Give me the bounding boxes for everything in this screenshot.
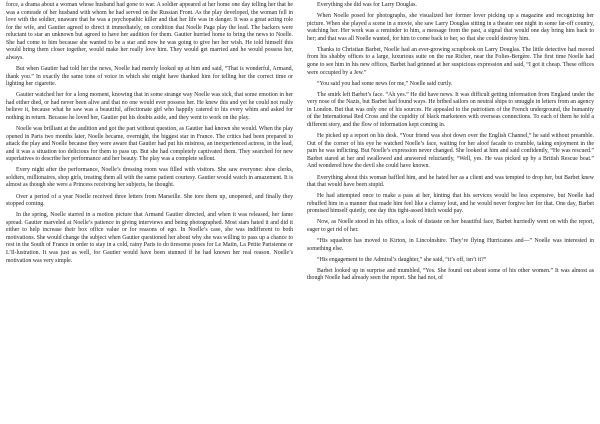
paragraph: “His engagement to the Admiral’s daughter,” she said, “it’s off, isn’t it?” (317, 256, 487, 263)
paragraph: In the spring, Noelle starred in a motion picture that Armand Gautier directed, and when it was released, her fame spread. Gautier marveled at Noelle’s patience in giving interviews and being photographed. Most stars hated it and did it either to help increase their box office value or for reasons of ego. In Noelle’s case, she was indifferent to both motivations. She would change the subject when Gautier questioned her about why she was willing to pass up a chance to rest in the South of France in order to stay in a cold, rainy Paris to do tiresome poses for Le Matin, La Petite Parisienne or L’Il-lustration. It was just as well, for Gautier would have been stunned if he had known her real reason. Noelle’s motivation was very simple. (6, 212, 293, 264)
paragraph: Every night after the performance, Noelle’s dressing room was filled with visitors. She saw everyone: shoe clerks, soldiers, millionaires, shop girls, treating them all with the same patient courtesy. Gautier would watch in amazement. It is almost as though she were a Princess receiving her subjects, he thought. (6, 167, 293, 189)
paragraph: “His squadron has moved to Kirton, in Lincolnshire. They’re flying Hurricanes and—” Noelle was interested in something else. (307, 238, 594, 252)
paragraph: Now, as Noelle stood in his office, a look of distaste on her beautiful face, Barbet hurriedly went on with the report, eager to get rid of her. (307, 219, 594, 233)
paragraph: But when Gautier had told her the news, Noelle had merely looked up at him and said, “That is wonderful, Armand, thank you.” In exactly the same tone of voice in which she might have thanked him for telling her the correct time or lighting her cigarette. (6, 65, 293, 88)
paragraph: The smirk left Barbet’s face. “Ah yes.” He did have news. It was difficult getting information from England under the very nose of the Nazis, but Barbet had found ways. He bribed sailors on neutral ships to smuggle in letters from an agency in London. But that was only one of his sources. He appealed to the patriotism of the French underground, the humanity of the International Red Cross and the cupidity of black marketeers with overseas connections. To each of them he told a different story, and the flow of information kept coming in. (307, 91, 594, 129)
paragraph: “You said you had some news for me,” Noelle said curtly. (317, 80, 453, 87)
paragraph: Thanks to Christian Barbet, Noelle had an ever-growing scrapbook on Larry Douglas. The little detective had moved from his shabby offices to a large, luxurious suite on the rue Richer, near the Folies-Bergère. The first time Noelle had gone to see him in his new offices, Barbet had grinned at her suspicious expression and said, “I got it cheap. These offices were occupied by a Jew.” (307, 46, 594, 76)
paragraph: Barbet looked up in surprise and mumbled, “Yes. She found out about some of his other women.” It was almost as though Noelle had already seen the report. She had not, of (307, 267, 594, 282)
paragraph: He picked up a report on his desk. “Your friend was shot down over the English Channel,” he said without preamble. Out of the corner of his eye he watched Noelle’s face, waiting for her aloof facade to crumble, taking enjoyment in the pain he was inflicting. But Noelle’s expression never changed. She looked at him and said confidently, “He was rescued.” Barbet stared at her and swallowed and answered reluctantly, “Well, yes. He was picked up by a British Rescue boat.” And wondered how the devil she could have known. (307, 133, 594, 170)
paragraph: He had attempted once to make a pass at her, hinting that his services would be less expensive, but Noelle had rebuffed him in a manner that made him feel like a clumsy lout, and he would never forgive her for that. One day, Barbet promised himself quietly, one day this tight-assed bitch would pay. (307, 193, 594, 215)
paragraph: Noelle was brilliant at the audition and got the part without question, as Gautier had known she would. When the play opened in Paris two months later, Noelle became, overnight, the biggest star in France. The critics had been prepared to attack the play and Noelle because they were aware that Gautier had put his mistress, an inexperienced actress, in the lead, and it was a situation too delicious for them to pass up. But she had completely captivated them. They searched for new superlatives to describe her performance and her beauty. The play was a complete sellout. (6, 125, 293, 163)
paragraph: Everything she did was for Larry Douglas. (317, 2, 417, 8)
paragraph: Gautier watched her for a long moment, knowing that in some strange way Noelle was sick, that some emotion in her had either died, or had never been alive and that no one would ever possess her. He knew this and yet he could not really believe it, because what he saw was a beautiful, affectionate girl who happily catered to his every whim and asked for nothing in return. Because he loved her, Gautier put his doubts aside, and they went to work on the play. (6, 92, 293, 121)
left-column (6, 2, 293, 424)
right-column (307, 2, 594, 424)
paragraph: Over a period of a year Noelle received three letters from Marseille. She tore them up, unopened, and finally they stopped coming. (6, 193, 293, 208)
paragraph: Everything about this woman baffled him, and he hated her as a client and was tempted to drop her, but Barbet knew that that would have been stupid. (307, 174, 594, 189)
paragraph: force, a drama about a woman whose husband had gone to war. A soldier appeared at her home one day telling her that he was a comrade of her husband with whom he had served on the Russian Front. As the play developed, the woman fell in love with the soldier, unaware that he was a psychopathic killer and that her life was in danger. It was a great acting role for the wife, and Gautier agreed to direct it immediately, on condition that Noelle Page play the lead. The backers were reluctant to star an unknown but agreed to have her audition for them. Gautier hurried home to bring the news to Noelle. She had come to him because she wanted to be a star and now he was going to give her her wish. He told himself this would bring them closer together, would make her really love him. They would get married and he would possess her, always. (6, 2, 293, 61)
paragraph: When Noelle posed for photographs, she visualized her former lover picking up a magazine and recognizing her picture. When she played a scene in a movie, she saw Larry Douglas sitting in a theater one night in some far-off country, watching her. Her work was a reminder to him, a message from the past, a signal that would one day bring him back to her; and that was all Noelle wanted, for him to come back to her, so that she could destroy him. (307, 13, 594, 42)
